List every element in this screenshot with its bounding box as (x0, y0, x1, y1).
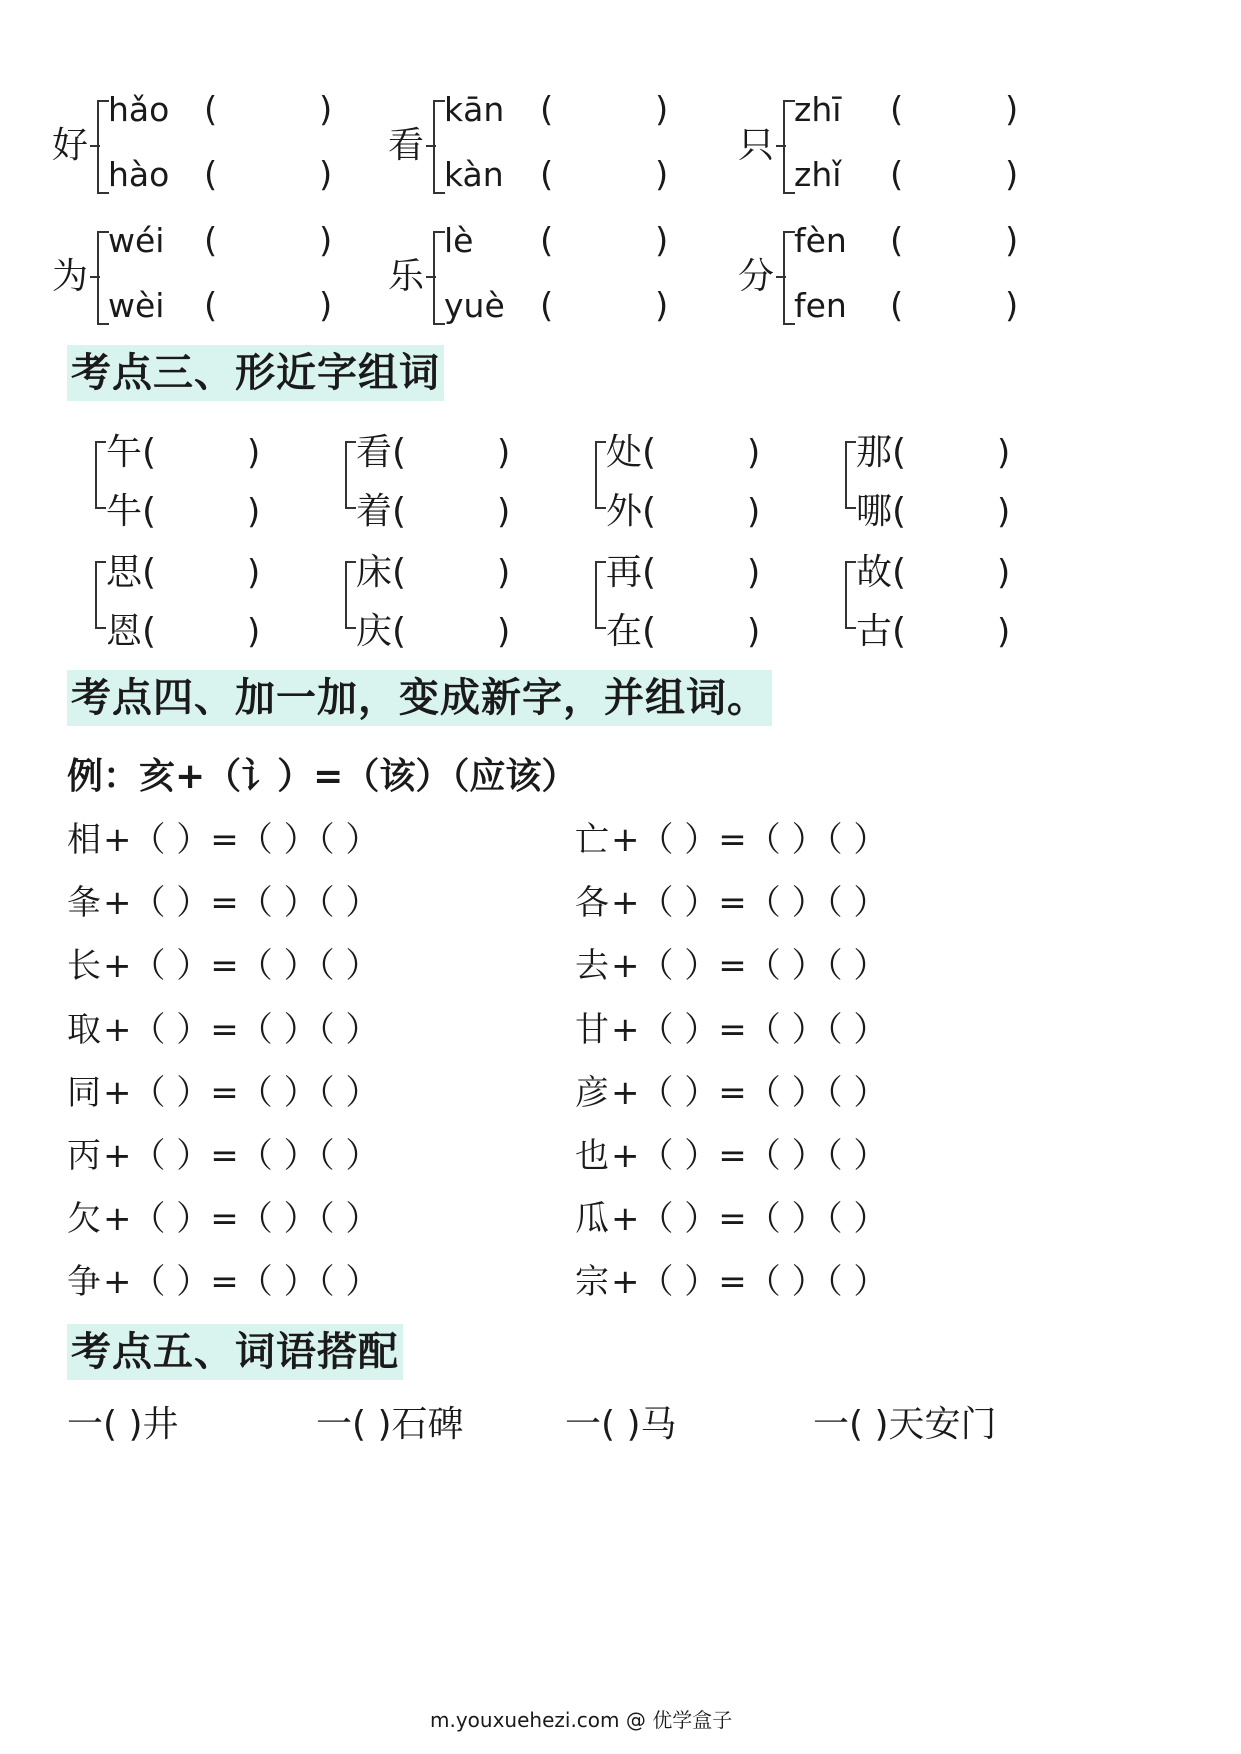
radical-blanks: +（ ）=（ ）（ ） (611, 1199, 888, 1239)
answer-open-paren: ( (204, 286, 218, 326)
brace-tick (90, 276, 100, 278)
section3-title: 考点三、形近字组词 (67, 345, 444, 401)
pinyin-reading: hǎo (108, 90, 170, 129)
radical-blanks: +（ ）=（ ）（ ） (611, 1136, 888, 1176)
answer-open-paren: ( (204, 155, 218, 195)
section4-title: 考点四、加一加，变成新字，并组词。 (67, 670, 772, 726)
brace-mark (845, 561, 856, 629)
polyphonic-char: 只 (738, 125, 775, 166)
radical-blanks: +（ ）=（ ）（ ） (103, 820, 380, 860)
radical-blanks: +（ ）=（ ）（ ） (611, 1262, 888, 1302)
brace-mark (595, 441, 606, 509)
answer-close-paren: ) (747, 433, 761, 473)
word-match-item: 一( )马 (565, 1404, 677, 1445)
answer-close-paren: ) (655, 90, 669, 130)
similar-char: 处( (606, 432, 657, 473)
answer-close-paren: ) (1005, 155, 1019, 195)
answer-open-paren: ( (890, 90, 904, 130)
answer-close-paren: ) (319, 90, 333, 130)
answer-open-paren: ( (540, 90, 554, 130)
radical-base-char: 甘 (575, 1010, 609, 1050)
similar-char: 牛( (106, 491, 157, 532)
pinyin-reading: zhǐ (794, 155, 842, 194)
brace-mark (595, 561, 606, 629)
brace-mark (95, 441, 106, 509)
similar-char: 着( (356, 491, 407, 532)
similar-char: 故( (856, 552, 907, 593)
answer-open-paren: ( (204, 90, 218, 130)
similar-char: 那( (856, 432, 907, 473)
answer-close-paren: ) (497, 433, 511, 473)
pinyin-reading: fèn (794, 221, 847, 260)
brace-tick (426, 276, 436, 278)
similar-char: 古( (856, 611, 907, 652)
similar-char: 思( (106, 552, 157, 593)
radical-blanks: +（ ）=（ ）（ ） (103, 1010, 380, 1050)
pinyin-reading: kān (444, 90, 505, 129)
answer-close-paren: ) (319, 221, 333, 261)
answer-close-paren: ) (1005, 221, 1019, 261)
radical-base-char: 各 (575, 883, 609, 923)
radical-base-char: 也 (575, 1136, 609, 1176)
radical-base-char: 夆 (67, 883, 101, 923)
brace-tick (776, 276, 786, 278)
pinyin-reading: fen (794, 286, 847, 325)
answer-close-paren: ) (747, 492, 761, 532)
word-match-item: 一( )井 (67, 1404, 179, 1445)
answer-open-paren: ( (540, 155, 554, 195)
similar-char: 床( (356, 552, 407, 593)
answer-close-paren: ) (997, 492, 1011, 532)
word-match-item: 一( )石碑 (316, 1404, 464, 1445)
pinyin-reading: kàn (444, 155, 504, 194)
answer-close-paren: ) (247, 433, 261, 473)
similar-char: 再( (606, 552, 657, 593)
answer-close-paren: ) (997, 433, 1011, 473)
pinyin-reading: zhī (794, 90, 842, 129)
radical-blanks: +（ ）=（ ）（ ） (611, 883, 888, 923)
similar-char: 外( (606, 491, 657, 532)
footer-watermark: m.youxuehezi.com @ 优学盒子 (430, 1708, 733, 1732)
answer-close-paren: ) (747, 553, 761, 593)
radical-base-char: 去 (575, 946, 609, 986)
polyphonic-char: 好 (52, 125, 89, 166)
radical-base-char: 亡 (575, 820, 609, 860)
pinyin-reading: yuè (444, 286, 505, 325)
answer-open-paren: ( (890, 221, 904, 261)
polyphonic-char: 看 (388, 125, 425, 166)
pinyin-reading: wéi (108, 221, 165, 260)
similar-char: 哪( (856, 491, 907, 532)
brace-mark (345, 441, 356, 509)
answer-close-paren: ) (655, 155, 669, 195)
radical-base-char: 取 (67, 1010, 101, 1050)
polyphonic-char: 分 (738, 256, 775, 297)
answer-close-paren: ) (1005, 90, 1019, 130)
brace-mark (845, 441, 856, 509)
answer-close-paren: ) (247, 492, 261, 532)
radical-blanks: +（ ）=（ ）（ ） (611, 1010, 888, 1050)
brace-mark (95, 561, 106, 629)
similar-char: 恩( (106, 611, 157, 652)
radical-blanks: +（ ）=（ ）（ ） (103, 1136, 380, 1176)
similar-char: 午( (106, 432, 157, 473)
radical-blanks: +（ ）=（ ）（ ） (103, 1073, 380, 1113)
radical-base-char: 瓜 (575, 1199, 609, 1239)
radical-blanks: +（ ）=（ ）（ ） (103, 946, 380, 986)
radical-blanks: +（ ）=（ ）（ ） (611, 1073, 888, 1113)
radical-base-char: 同 (67, 1073, 101, 1113)
answer-close-paren: ) (997, 612, 1011, 652)
radical-base-char: 彦 (575, 1073, 609, 1113)
answer-close-paren: ) (655, 221, 669, 261)
similar-char: 在( (606, 611, 657, 652)
radical-base-char: 长 (67, 946, 101, 986)
answer-open-paren: ( (890, 286, 904, 326)
radical-base-char: 欠 (67, 1199, 101, 1239)
similar-char: 庆( (356, 611, 407, 652)
answer-close-paren: ) (997, 553, 1011, 593)
radical-base-char: 相 (67, 820, 101, 860)
answer-close-paren: ) (247, 553, 261, 593)
answer-open-paren: ( (540, 286, 554, 326)
polyphonic-char: 乐 (388, 256, 425, 297)
radical-blanks: +（ ）=（ ）（ ） (103, 883, 380, 923)
radical-base-char: 丙 (67, 1136, 101, 1176)
word-match-item: 一( )天安门 (813, 1404, 997, 1445)
answer-open-paren: ( (204, 221, 218, 261)
radical-blanks: +（ ）=（ ）（ ） (103, 1199, 380, 1239)
pinyin-reading: wèi (108, 286, 165, 325)
radical-base-char: 宗 (575, 1262, 609, 1302)
section4-example: 例：亥+（讠）=（该）（应该） (67, 756, 578, 797)
answer-close-paren: ) (1005, 286, 1019, 326)
answer-close-paren: ) (655, 286, 669, 326)
pinyin-reading: lè (444, 221, 474, 260)
answer-close-paren: ) (497, 612, 511, 652)
answer-close-paren: ) (497, 553, 511, 593)
answer-close-paren: ) (247, 612, 261, 652)
radical-blanks: +（ ）=（ ）（ ） (103, 1262, 380, 1302)
answer-close-paren: ) (497, 492, 511, 532)
brace-tick (90, 145, 100, 147)
similar-char: 看( (356, 432, 407, 473)
section5-title: 考点五、词语搭配 (67, 1324, 403, 1380)
radical-blanks: +（ ）=（ ）（ ） (611, 946, 888, 986)
answer-open-paren: ( (540, 221, 554, 261)
answer-close-paren: ) (747, 612, 761, 652)
answer-open-paren: ( (890, 155, 904, 195)
brace-tick (776, 145, 786, 147)
brace-mark (345, 561, 356, 629)
brace-tick (426, 145, 436, 147)
radical-base-char: 争 (67, 1262, 101, 1302)
answer-close-paren: ) (319, 155, 333, 195)
answer-close-paren: ) (319, 286, 333, 326)
pinyin-reading: hào (108, 155, 170, 194)
polyphonic-char: 为 (52, 256, 89, 297)
radical-blanks: +（ ）=（ ）（ ） (611, 820, 888, 860)
